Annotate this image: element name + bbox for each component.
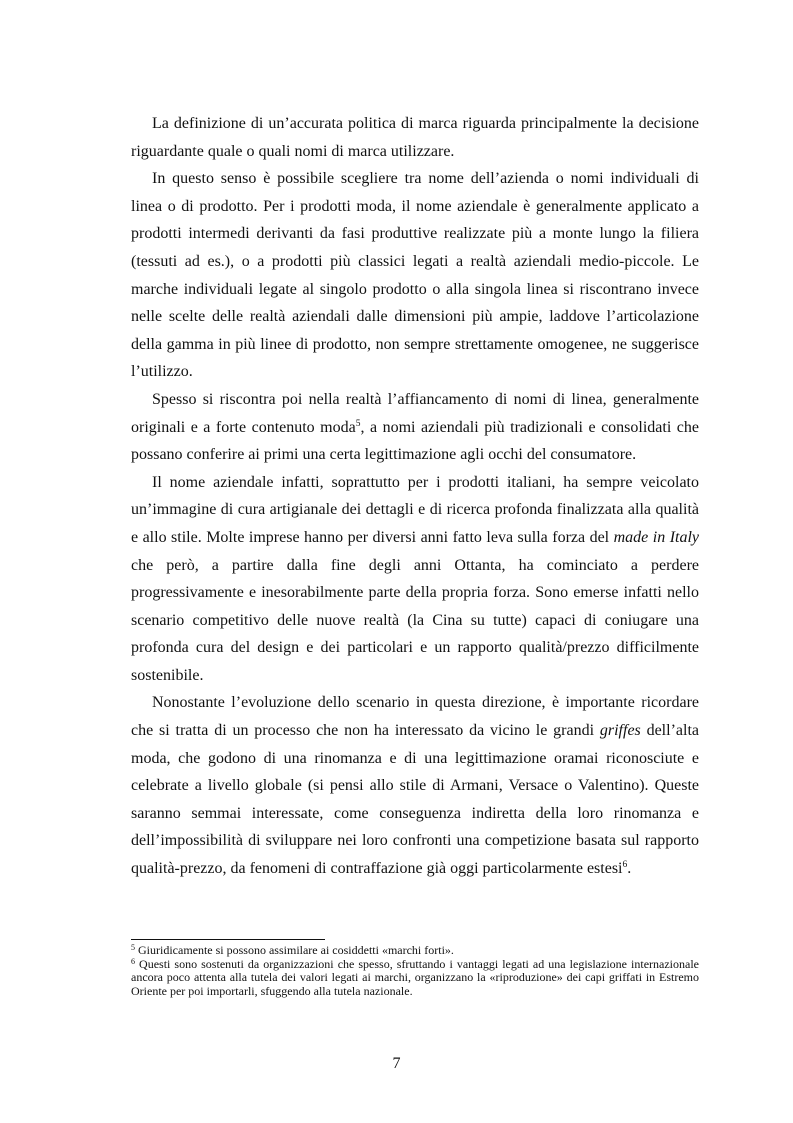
footnote-6-text: Questi sono sostenuti da organizzazioni che spesso, sfruttando i vantaggi legati ad una legislazione internazionale ancora poco attenta alla tutela dei valori legati ai marchi, organizzano la «riproduzione» dei capi griffati in Estremo Oriente per poi importarli, sfuggendo alla tutela nazionale. xyxy=(131,956,699,998)
paragraph-4 xyxy=(131,469,699,690)
footnote-ref-6: 6 xyxy=(622,860,628,871)
paragraph-2-text: In questo senso è possibile scegliere tra nome dell’azienda o nomi individuali di linea o di prodotto. Per i prodotti moda, il nome aziendale è generalmente applicato a prodotti intermedi derivanti da fasi produttive realizzate più a monte lungo la filiera (tessuti ad es.), o a prodotti più classici legati a realtà aziendali medio-piccole. Le marche individuali legate al singolo prodotto o alla singola linea si riscontrano invece nelle scelte delle realtà aziendali dalle dimensioni più ampie, laddove l’articolazione della gamma in più linee di prodotto, non sempre strettamente omogenee, ne suggerisce l’utilizzo. xyxy=(131,170,699,381)
paragraph-5-text-after: dell’alta moda, che godono di una rinomanza e di una legittimazione oramai riconosciute e celebrate a livello globale (si pensi allo stile di Armani, Versace o Valentino). Queste saranno semmai interessate, come conseguenza indiretta della loro rinomanza e dell’impossibilità di sviluppare nei loro confronti una competizione basata sul rapporto qualità-prezzo, da fenomeni di contraffazione già oggi particolarmente estesi xyxy=(131,722,699,878)
paragraph-5-text-before: Nonostante l’evoluzione dello scenario in questa direzione, è importante ricordare che si tratta di un processo che non ha interessato da vicino le grandi xyxy=(131,694,699,740)
footnote-6 xyxy=(131,958,699,999)
footnote-ref-5: 5 xyxy=(355,418,361,429)
footnote-5 xyxy=(131,944,699,958)
italic-word-griffes: griffes xyxy=(599,722,641,740)
footnotes xyxy=(131,944,699,998)
paragraph-3 xyxy=(131,386,699,469)
italic-phrase-made-in-italy: made in Italy xyxy=(613,528,700,546)
paragraph-4-text-before: Il nome aziendale infatti, soprattutto per i prodotti italiani, ha sempre veicolato un’immagine di cura artigianale dei dettagli e di ricerca profonda finalizzata alla qualità e allo stile. Molte imprese hanno per diversi anni fatto leva sulla forza del xyxy=(131,473,699,546)
paragraph-3-text-before: Spesso si riscontra poi nella realtà l’affiancamento di nomi di linea, generalmente originali e a forte contenuto moda xyxy=(131,390,699,436)
footnote-5-number: 5 xyxy=(131,943,135,952)
paragraph-1-text: La definizione di un’accurata politica di marca riguarda principalmente la decisione riguardante quale o quali nomi di marca utilizzare. xyxy=(131,115,699,160)
paragraph-3-text-after: , a nomi aziendali più tradizionali e consolidati che possano conferire ai primi una certa legittimazione agli occhi del consumatore. xyxy=(131,418,699,464)
footnote-5-text: Giuridicamente si possono assimilare ai cosiddetti «marchi forti». xyxy=(135,943,454,957)
paragraph-5-text-end: . xyxy=(627,860,632,878)
paragraph-4-text-after: che però, a partire dalla fine degli anni Ottanta, ha cominciato a perdere progressivamente e inesorabilmente parte della propria forza. Sono emerse infatti nello scenario competitivo delle nuove realtà (la Cina su tutte) capaci di coniugare una profonda cura del design e dei particolari e un rapporto qualità/prezzo difficilmente sostenibile. xyxy=(131,556,699,684)
footnote-6-number: 6 xyxy=(131,956,135,966)
paragraph-1 xyxy=(131,110,699,165)
page-number: 7 xyxy=(392,1055,401,1072)
body-text xyxy=(131,110,699,883)
paragraph-2 xyxy=(131,165,699,386)
footnote-divider xyxy=(131,939,325,940)
paragraph-5 xyxy=(131,689,699,882)
